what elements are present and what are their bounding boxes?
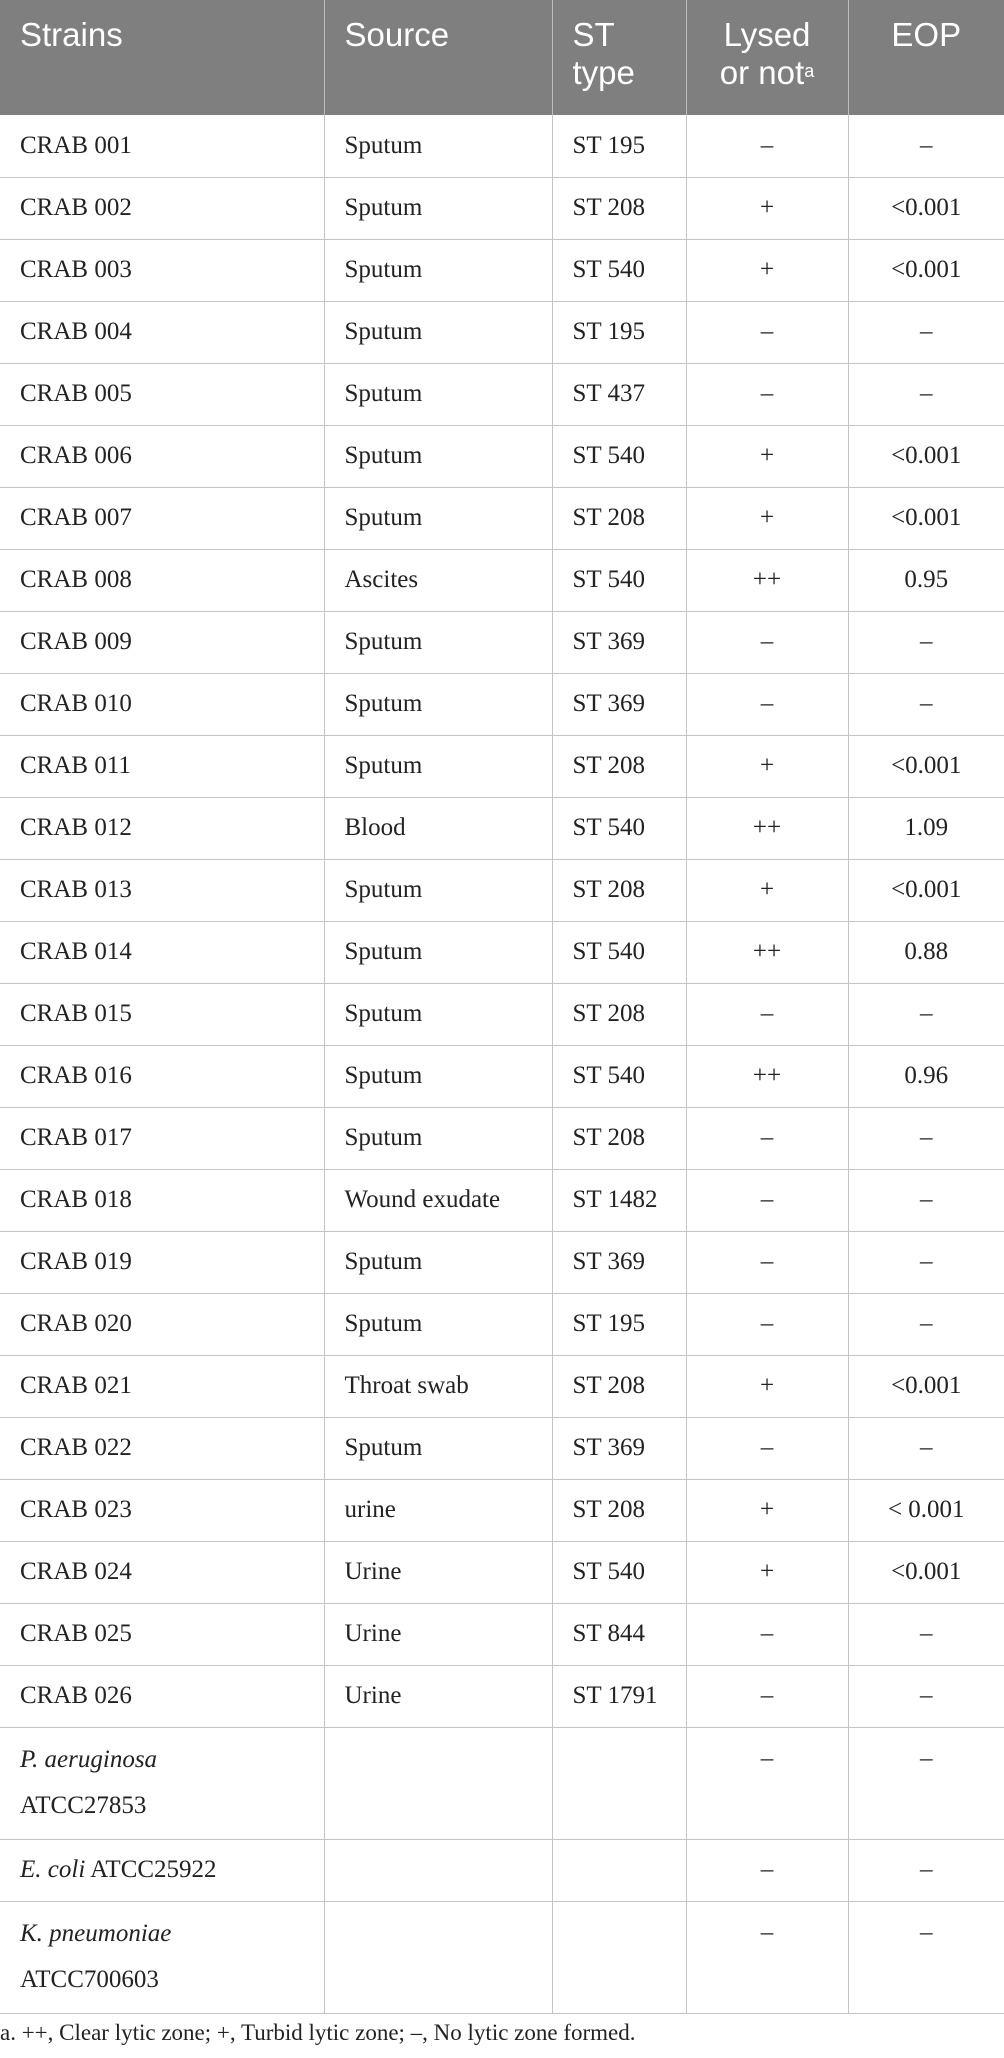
lysed-cell: – (686, 1293, 848, 1355)
table-row (0, 735, 1004, 797)
strain-cell: CRAB 017 (0, 1107, 324, 1169)
source-cell: Sputum (324, 673, 552, 735)
st-type-cell: ST 540 (552, 1541, 686, 1603)
source-cell: Sputum (324, 611, 552, 673)
control-row (0, 1727, 1004, 1839)
table-row (0, 1169, 1004, 1231)
st-type-cell: ST 208 (552, 1107, 686, 1169)
strain-cell: CRAB 019 (0, 1231, 324, 1293)
strain-cell: CRAB 012 (0, 797, 324, 859)
lysed-cell: – (686, 983, 848, 1045)
strain-cell: CRAB 024 (0, 1541, 324, 1603)
strain-code: ATCC25922 (90, 1856, 217, 1883)
eop-cell: <0.001 (848, 735, 1004, 797)
source-cell: Sputum (324, 1045, 552, 1107)
strain-cell (0, 1839, 324, 1901)
lysed-cell: + (686, 1479, 848, 1541)
table-row (0, 1603, 1004, 1665)
strain-cell: CRAB 001 (0, 115, 324, 177)
source-cell: Ascites (324, 549, 552, 611)
strain-cell: CRAB 010 (0, 673, 324, 735)
strain-cell: CRAB 011 (0, 735, 324, 797)
eop-cell: – (848, 115, 1004, 177)
table-row (0, 1107, 1004, 1169)
st-type-cell: ST 540 (552, 425, 686, 487)
table-row (0, 797, 1004, 859)
source-cell: Sputum (324, 487, 552, 549)
st-type-cell: ST 437 (552, 363, 686, 425)
eop-cell: 0.88 (848, 921, 1004, 983)
lysed-cell: ++ (686, 797, 848, 859)
st-type-cell: ST 208 (552, 1479, 686, 1541)
table-row (0, 611, 1004, 673)
header-st-type: ST type (552, 0, 686, 115)
source-cell: Urine (324, 1665, 552, 1727)
strain-cell: CRAB 026 (0, 1665, 324, 1727)
strain-cell: CRAB 007 (0, 487, 324, 549)
st-type-cell: ST 369 (552, 611, 686, 673)
strain-cell: CRAB 006 (0, 425, 324, 487)
st-type-cell: ST 369 (552, 1231, 686, 1293)
lysed-cell: – (686, 611, 848, 673)
table-row (0, 115, 1004, 177)
source-cell (324, 1901, 552, 2013)
strain-cell: CRAB 025 (0, 1603, 324, 1665)
st-type-cell: ST 195 (552, 1293, 686, 1355)
st-type-cell: ST 208 (552, 1355, 686, 1417)
eop-cell: – (848, 1603, 1004, 1665)
eop-cell: < 0.001 (848, 1479, 1004, 1541)
lysed-cell: + (686, 1541, 848, 1603)
strain-cell: CRAB 002 (0, 177, 324, 239)
source-cell: Sputum (324, 425, 552, 487)
st-type-cell: ST 208 (552, 735, 686, 797)
strain-cell: CRAB 023 (0, 1479, 324, 1541)
eop-cell: – (848, 363, 1004, 425)
st-type-cell: ST 540 (552, 1045, 686, 1107)
table-footnote: a. ++, Clear lytic zone; +, Turbid lytic zone; –, No lytic zone formed. (0, 2020, 636, 2045)
source-cell: Urine (324, 1541, 552, 1603)
eop-cell: – (848, 1417, 1004, 1479)
eop-cell: – (848, 1169, 1004, 1231)
source-cell: urine (324, 1479, 552, 1541)
source-cell: Sputum (324, 363, 552, 425)
strain-cell: CRAB 008 (0, 549, 324, 611)
lysed-cell: – (686, 1231, 848, 1293)
lysed-cell: + (686, 425, 848, 487)
strain-cell: CRAB 018 (0, 1169, 324, 1231)
strain-code: ATCC700603 (20, 1966, 159, 1993)
table-row (0, 859, 1004, 921)
strain-cell: CRAB 016 (0, 1045, 324, 1107)
source-cell: Sputum (324, 239, 552, 301)
source-cell: Sputum (324, 983, 552, 1045)
control-row (0, 1839, 1004, 1901)
strain-cell: CRAB 004 (0, 301, 324, 363)
strain-cell: CRAB 014 (0, 921, 324, 983)
strain-cell: CRAB 021 (0, 1355, 324, 1417)
header-eop: EOP (848, 0, 1004, 115)
source-cell: Sputum (324, 859, 552, 921)
st-type-cell: ST 540 (552, 921, 686, 983)
strain-cell: CRAB 013 (0, 859, 324, 921)
eop-cell: – (848, 1901, 1004, 2013)
lysed-cell: + (686, 859, 848, 921)
species-name: E. coli (20, 1856, 86, 1883)
eop-cell: – (848, 1107, 1004, 1169)
table-row (0, 549, 1004, 611)
table-row (0, 1417, 1004, 1479)
st-type-cell: ST 540 (552, 239, 686, 301)
eop-cell: – (848, 1231, 1004, 1293)
eop-cell: <0.001 (848, 1541, 1004, 1603)
lysed-cell: – (686, 1417, 848, 1479)
source-cell: Sputum (324, 1231, 552, 1293)
strain-cell: CRAB 009 (0, 611, 324, 673)
source-cell: Blood (324, 797, 552, 859)
eop-cell: – (848, 1839, 1004, 1901)
strain-cell (0, 1901, 324, 2013)
lysed-cell: ++ (686, 549, 848, 611)
source-cell: Sputum (324, 301, 552, 363)
st-type-cell: ST 540 (552, 797, 686, 859)
st-type-cell: ST 1791 (552, 1665, 686, 1727)
source-cell: Sputum (324, 1293, 552, 1355)
lysed-cell: + (686, 1355, 848, 1417)
lysed-cell: – (686, 1665, 848, 1727)
st-type-cell: ST 208 (552, 487, 686, 549)
st-type-cell: ST 208 (552, 859, 686, 921)
lysed-cell: – (686, 1839, 848, 1901)
table-row (0, 1293, 1004, 1355)
table-row (0, 921, 1004, 983)
st-type-cell: ST 1482 (552, 1169, 686, 1231)
table-row (0, 363, 1004, 425)
lysed-cell: ++ (686, 921, 848, 983)
header-lysed: Lysed or not$^a$ (686, 0, 848, 115)
table-row (0, 239, 1004, 301)
species-name: P. aeruginosa (20, 1746, 158, 1773)
strain-cell: CRAB 020 (0, 1293, 324, 1355)
strain-cell: CRAB 003 (0, 239, 324, 301)
eop-cell: – (848, 673, 1004, 735)
eop-cell: <0.001 (848, 177, 1004, 239)
lysed-cell: – (686, 301, 848, 363)
source-cell: Throat swab (324, 1355, 552, 1417)
table-row (0, 1231, 1004, 1293)
strain-cell: CRAB 015 (0, 983, 324, 1045)
table-row (0, 1541, 1004, 1603)
st-type-cell: ST 208 (552, 983, 686, 1045)
strain-cell: CRAB 005 (0, 363, 324, 425)
table-row (0, 1479, 1004, 1541)
lysed-cell: – (686, 1169, 848, 1231)
lysed-cell: + (686, 487, 848, 549)
table-row (0, 487, 1004, 549)
eop-cell: – (848, 301, 1004, 363)
source-cell (324, 1727, 552, 1839)
header-strains: Strains (0, 0, 324, 115)
eop-cell: <0.001 (848, 239, 1004, 301)
source-cell: Wound exudate (324, 1169, 552, 1231)
eop-cell: <0.001 (848, 487, 1004, 549)
st-type-cell: ST 208 (552, 177, 686, 239)
st-type-cell: ST 195 (552, 115, 686, 177)
lysed-cell: ++ (686, 1045, 848, 1107)
eop-cell: – (848, 1293, 1004, 1355)
strain-cell (0, 1727, 324, 1839)
table-row (0, 1665, 1004, 1727)
lysed-cell: – (686, 673, 848, 735)
source-cell (324, 1839, 552, 1901)
table-row (0, 673, 1004, 735)
eop-cell: 0.95 (848, 549, 1004, 611)
eop-cell: <0.001 (848, 1355, 1004, 1417)
st-type-cell: ST 369 (552, 1417, 686, 1479)
source-cell: Sputum (324, 735, 552, 797)
lysed-cell: – (686, 1603, 848, 1665)
eop-cell: – (848, 983, 1004, 1045)
strain-code: ATCC27853 (20, 1792, 147, 1819)
source-cell: Sputum (324, 1107, 552, 1169)
source-cell: Sputum (324, 1417, 552, 1479)
eop-cell: – (848, 1727, 1004, 1839)
lysed-cell: – (686, 363, 848, 425)
table-row (0, 177, 1004, 239)
table-row (0, 1355, 1004, 1417)
control-row (0, 1901, 1004, 2013)
eop-cell: <0.001 (848, 859, 1004, 921)
eop-cell: 0.96 (848, 1045, 1004, 1107)
source-cell: Urine (324, 1603, 552, 1665)
lysed-cell: – (686, 1727, 848, 1839)
lysed-cell: – (686, 115, 848, 177)
table-row (0, 983, 1004, 1045)
table-body (0, 115, 1004, 2013)
st-type-cell: ST 844 (552, 1603, 686, 1665)
lysed-cell: – (686, 1901, 848, 2013)
header-row (0, 0, 1004, 115)
lysed-cell: + (686, 239, 848, 301)
st-type-cell (552, 1901, 686, 2013)
source-cell: Sputum (324, 115, 552, 177)
source-cell: Sputum (324, 921, 552, 983)
table-row (0, 301, 1004, 363)
species-name: K. pneumoniae (20, 1920, 172, 1947)
st-type-cell: ST 540 (552, 549, 686, 611)
st-type-cell: ST 195 (552, 301, 686, 363)
header-source: Source (324, 0, 552, 115)
eop-cell: 1.09 (848, 797, 1004, 859)
lysed-cell: + (686, 177, 848, 239)
st-type-cell (552, 1727, 686, 1839)
eop-cell: <0.001 (848, 425, 1004, 487)
table-row (0, 425, 1004, 487)
eop-cell: – (848, 1665, 1004, 1727)
eop-cell: – (848, 611, 1004, 673)
lysed-cell: + (686, 735, 848, 797)
st-type-cell: ST 369 (552, 673, 686, 735)
table-row (0, 1045, 1004, 1107)
lysed-cell: – (686, 1107, 848, 1169)
source-cell: Sputum (324, 177, 552, 239)
st-type-cell (552, 1839, 686, 1901)
strain-cell: CRAB 022 (0, 1417, 324, 1479)
